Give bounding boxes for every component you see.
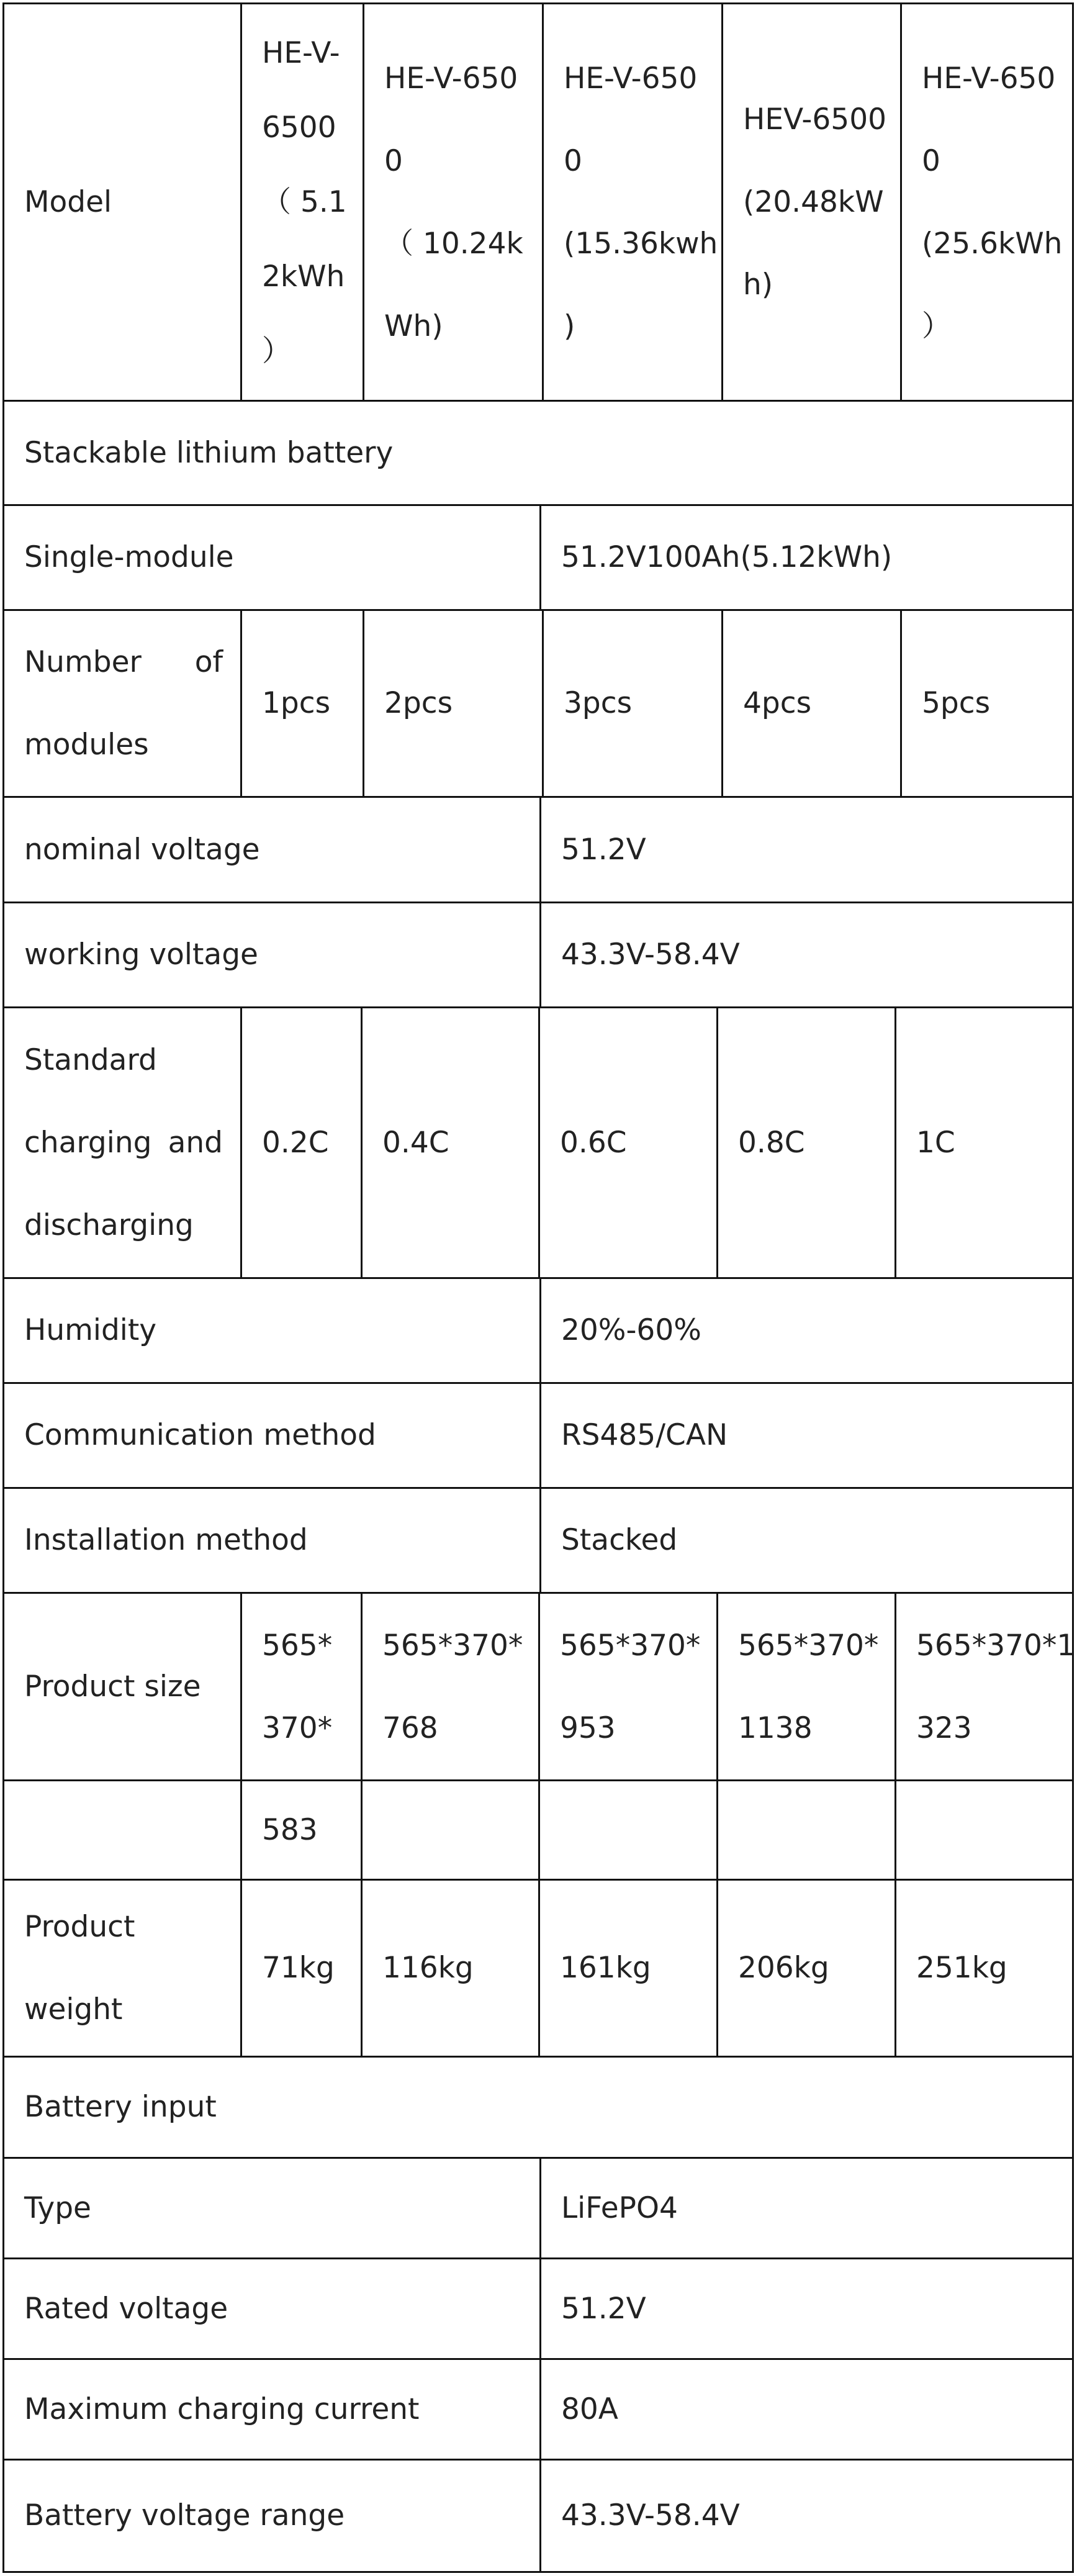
value-cell: [361, 1008, 538, 1277]
model-name-5: HE-V-650 0 (25.6kWh ）: [922, 61, 1063, 343]
table-row-installation-method: [4, 1487, 1072, 1592]
max-charging-current-label: Maximum charging current: [24, 2392, 420, 2426]
standard-value-4: 0.8C: [738, 1125, 805, 1160]
product-size-value-1: 565* 370*: [262, 1628, 333, 1745]
value-cell: [539, 1384, 1072, 1487]
battery-spec-table: [2, 2, 1074, 2573]
table-row-product-size-overflow: [4, 1779, 1072, 1879]
label-cell: [4, 1881, 240, 2056]
table-row-single-module: [4, 504, 1072, 609]
standard-value-1: 0.2C: [262, 1125, 329, 1160]
value-cell: [539, 1489, 1072, 1592]
section-title-battery-input: Battery input: [24, 2090, 217, 2124]
installation-method-label: Installation method: [24, 1523, 308, 1557]
label-cell: [4, 2259, 539, 2358]
value-cell: [539, 903, 1072, 1006]
product-size-label: Product size: [24, 1669, 201, 1704]
label-cell: [4, 2159, 539, 2257]
table-row-model: [4, 4, 1072, 400]
value-cell: [716, 1008, 894, 1277]
model-cell-5: [900, 4, 1074, 400]
table-row-standard-charging: [4, 1006, 1072, 1277]
nominal-voltage-value: 51.2V: [561, 832, 646, 867]
standard-value-5: 1C: [916, 1125, 955, 1160]
type-value: LiFePO4: [561, 2190, 678, 2225]
table-row-battery-voltage-range: [4, 2459, 1072, 2571]
model-name-2: HE-V-650 0 （ 10.24k Wh): [384, 61, 523, 343]
value-cell: [240, 1008, 361, 1277]
model-cell-4: [721, 4, 900, 400]
model-label-cell: [4, 4, 240, 400]
modules-value-3: 3pcs: [564, 686, 633, 720]
standard-value-3: 0.6C: [560, 1125, 627, 1160]
table-row-max-charging-current: [4, 2358, 1072, 2459]
humidity-value: 20%-60%: [561, 1313, 701, 1347]
empty-cell: [361, 1781, 538, 1879]
nominal-voltage-label: nominal voltage: [24, 832, 260, 867]
model-cell-2: [363, 4, 542, 400]
value-cell: [539, 506, 1072, 609]
table-row-nominal-voltage: [4, 796, 1072, 902]
empty-cell: [4, 1781, 240, 1879]
product-size-overflow: 583: [262, 1812, 318, 1847]
communication-method-value: RS485/CAN: [561, 1418, 728, 1452]
standard-label-word-charging: charging: [24, 1126, 152, 1160]
label-cell: [4, 903, 539, 1006]
value-cell: [240, 1881, 361, 2056]
value-cell: [894, 1594, 1076, 1779]
label-cell: [4, 1384, 539, 1487]
product-weight-value-2: 116kg: [382, 1951, 474, 1985]
single-module-label: Single-module: [24, 540, 234, 574]
modules-value-5: 5pcs: [922, 686, 991, 720]
empty-cell: [716, 1781, 894, 1879]
rated-voltage-label: Rated voltage: [24, 2291, 228, 2326]
standard-label-word-and: and: [168, 1126, 223, 1160]
table-row-humidity: [4, 1277, 1072, 1382]
number-of-modules-label-line-2: modules: [24, 728, 149, 762]
product-size-value-3: 565*370* 953: [560, 1628, 701, 1745]
single-module-value: 51.2V100Ah(5.12kWh): [561, 540, 893, 574]
label-cell: [4, 2461, 539, 2571]
empty-cell: [538, 1781, 716, 1879]
value-cell: [542, 611, 721, 796]
product-weight-label: Product weight: [24, 1910, 135, 2027]
product-weight-value-5: 251kg: [916, 1951, 1007, 1985]
value-cell: [538, 1881, 716, 2056]
product-weight-value-3: 161kg: [560, 1951, 651, 1985]
working-voltage-value: 43.3V-58.4V: [561, 938, 740, 972]
type-label: Type: [24, 2190, 91, 2225]
model-label: Model: [24, 185, 112, 219]
battery-voltage-range-label: Battery voltage range: [24, 2498, 345, 2533]
value-cell: [539, 2159, 1072, 2257]
rated-voltage-value: 51.2V: [561, 2291, 646, 2326]
standard-charging-label: [24, 1019, 223, 1267]
label-cell: [4, 506, 539, 609]
modules-value-4: 4pcs: [743, 686, 812, 720]
value-cell: [538, 1008, 716, 1277]
model-name-3: HE-V-650 0 (15.36kwh ): [564, 61, 718, 343]
value-cell: [538, 1594, 716, 1779]
label-cell: [4, 1279, 539, 1382]
section-row-stackable: [4, 400, 1072, 504]
label-cell: [4, 798, 539, 902]
label-cell: [4, 1594, 240, 1779]
standard-label-line-1: Standard: [24, 1043, 157, 1077]
value-cell: [539, 2259, 1072, 2358]
number-of-modules-label-word-2: of: [194, 645, 223, 679]
section-row-battery-input: [4, 2056, 1072, 2157]
table-row-working-voltage: [4, 902, 1072, 1006]
table-row-product-size: [4, 1592, 1076, 1779]
value-cell: [539, 2461, 1072, 2571]
communication-method-label: Communication method: [24, 1418, 376, 1452]
product-weight-value-1: 71kg: [262, 1951, 335, 1985]
battery-voltage-range-value: 43.3V-58.4V: [561, 2498, 740, 2533]
label-cell: [4, 1008, 240, 1277]
label-cell: [4, 611, 240, 796]
empty-cell: [894, 1781, 1072, 1879]
table-row-communication-method: [4, 1382, 1072, 1487]
model-name-1: HE-V- 6500 （ 5.1 2kWh ）: [262, 35, 347, 368]
working-voltage-label: working voltage: [24, 938, 258, 972]
label-cell: [4, 1489, 539, 1592]
table-row-type: [4, 2157, 1072, 2257]
label-cell: [4, 2360, 539, 2459]
section-cell-battery-input: [4, 2058, 1072, 2157]
model-name-4: HEV-6500 (20.48kW h): [743, 102, 887, 302]
product-size-value-4: 565*370* 1138: [738, 1628, 879, 1745]
max-charging-current-value: 80A: [561, 2392, 618, 2426]
value-cell: [361, 1594, 538, 1779]
number-of-modules-label: [24, 621, 223, 786]
value-cell: [363, 611, 542, 796]
standard-label-line-3: discharging: [24, 1208, 194, 1242]
value-cell: [240, 1594, 361, 1779]
value-cell: [894, 1008, 1072, 1277]
value-cell: [721, 611, 900, 796]
table-row-rated-voltage: [4, 2257, 1072, 2358]
table-row-product-weight: [4, 1879, 1072, 2056]
value-cell: [894, 1881, 1072, 2056]
modules-value-2: 2pcs: [384, 686, 453, 720]
value-cell: [539, 2360, 1072, 2459]
product-size-value-5: 565*370*1 323: [916, 1628, 1076, 1745]
value-cell: [240, 611, 363, 796]
installation-method-value: Stacked: [561, 1523, 678, 1557]
section-title-stackable: Stackable lithium battery: [24, 435, 394, 470]
value-cell: [361, 1881, 538, 2056]
number-of-modules-label-word-1: Number: [24, 645, 142, 679]
model-cell-1: [240, 4, 363, 400]
table-row-number-of-modules: [4, 609, 1072, 796]
value-cell: [716, 1594, 894, 1779]
value-cell: [900, 611, 1072, 796]
section-cell-stackable: [4, 402, 1072, 504]
standard-value-2: 0.4C: [382, 1125, 449, 1160]
value-cell: [539, 798, 1072, 902]
value-cell: [240, 1781, 361, 1879]
product-weight-value-4: 206kg: [738, 1951, 829, 1985]
modules-value-1: 1pcs: [262, 686, 331, 720]
product-size-value-2: 565*370* 768: [382, 1628, 523, 1745]
model-cell-3: [542, 4, 721, 400]
value-cell: [539, 1279, 1072, 1382]
humidity-label: Humidity: [24, 1313, 157, 1347]
value-cell: [716, 1881, 894, 2056]
